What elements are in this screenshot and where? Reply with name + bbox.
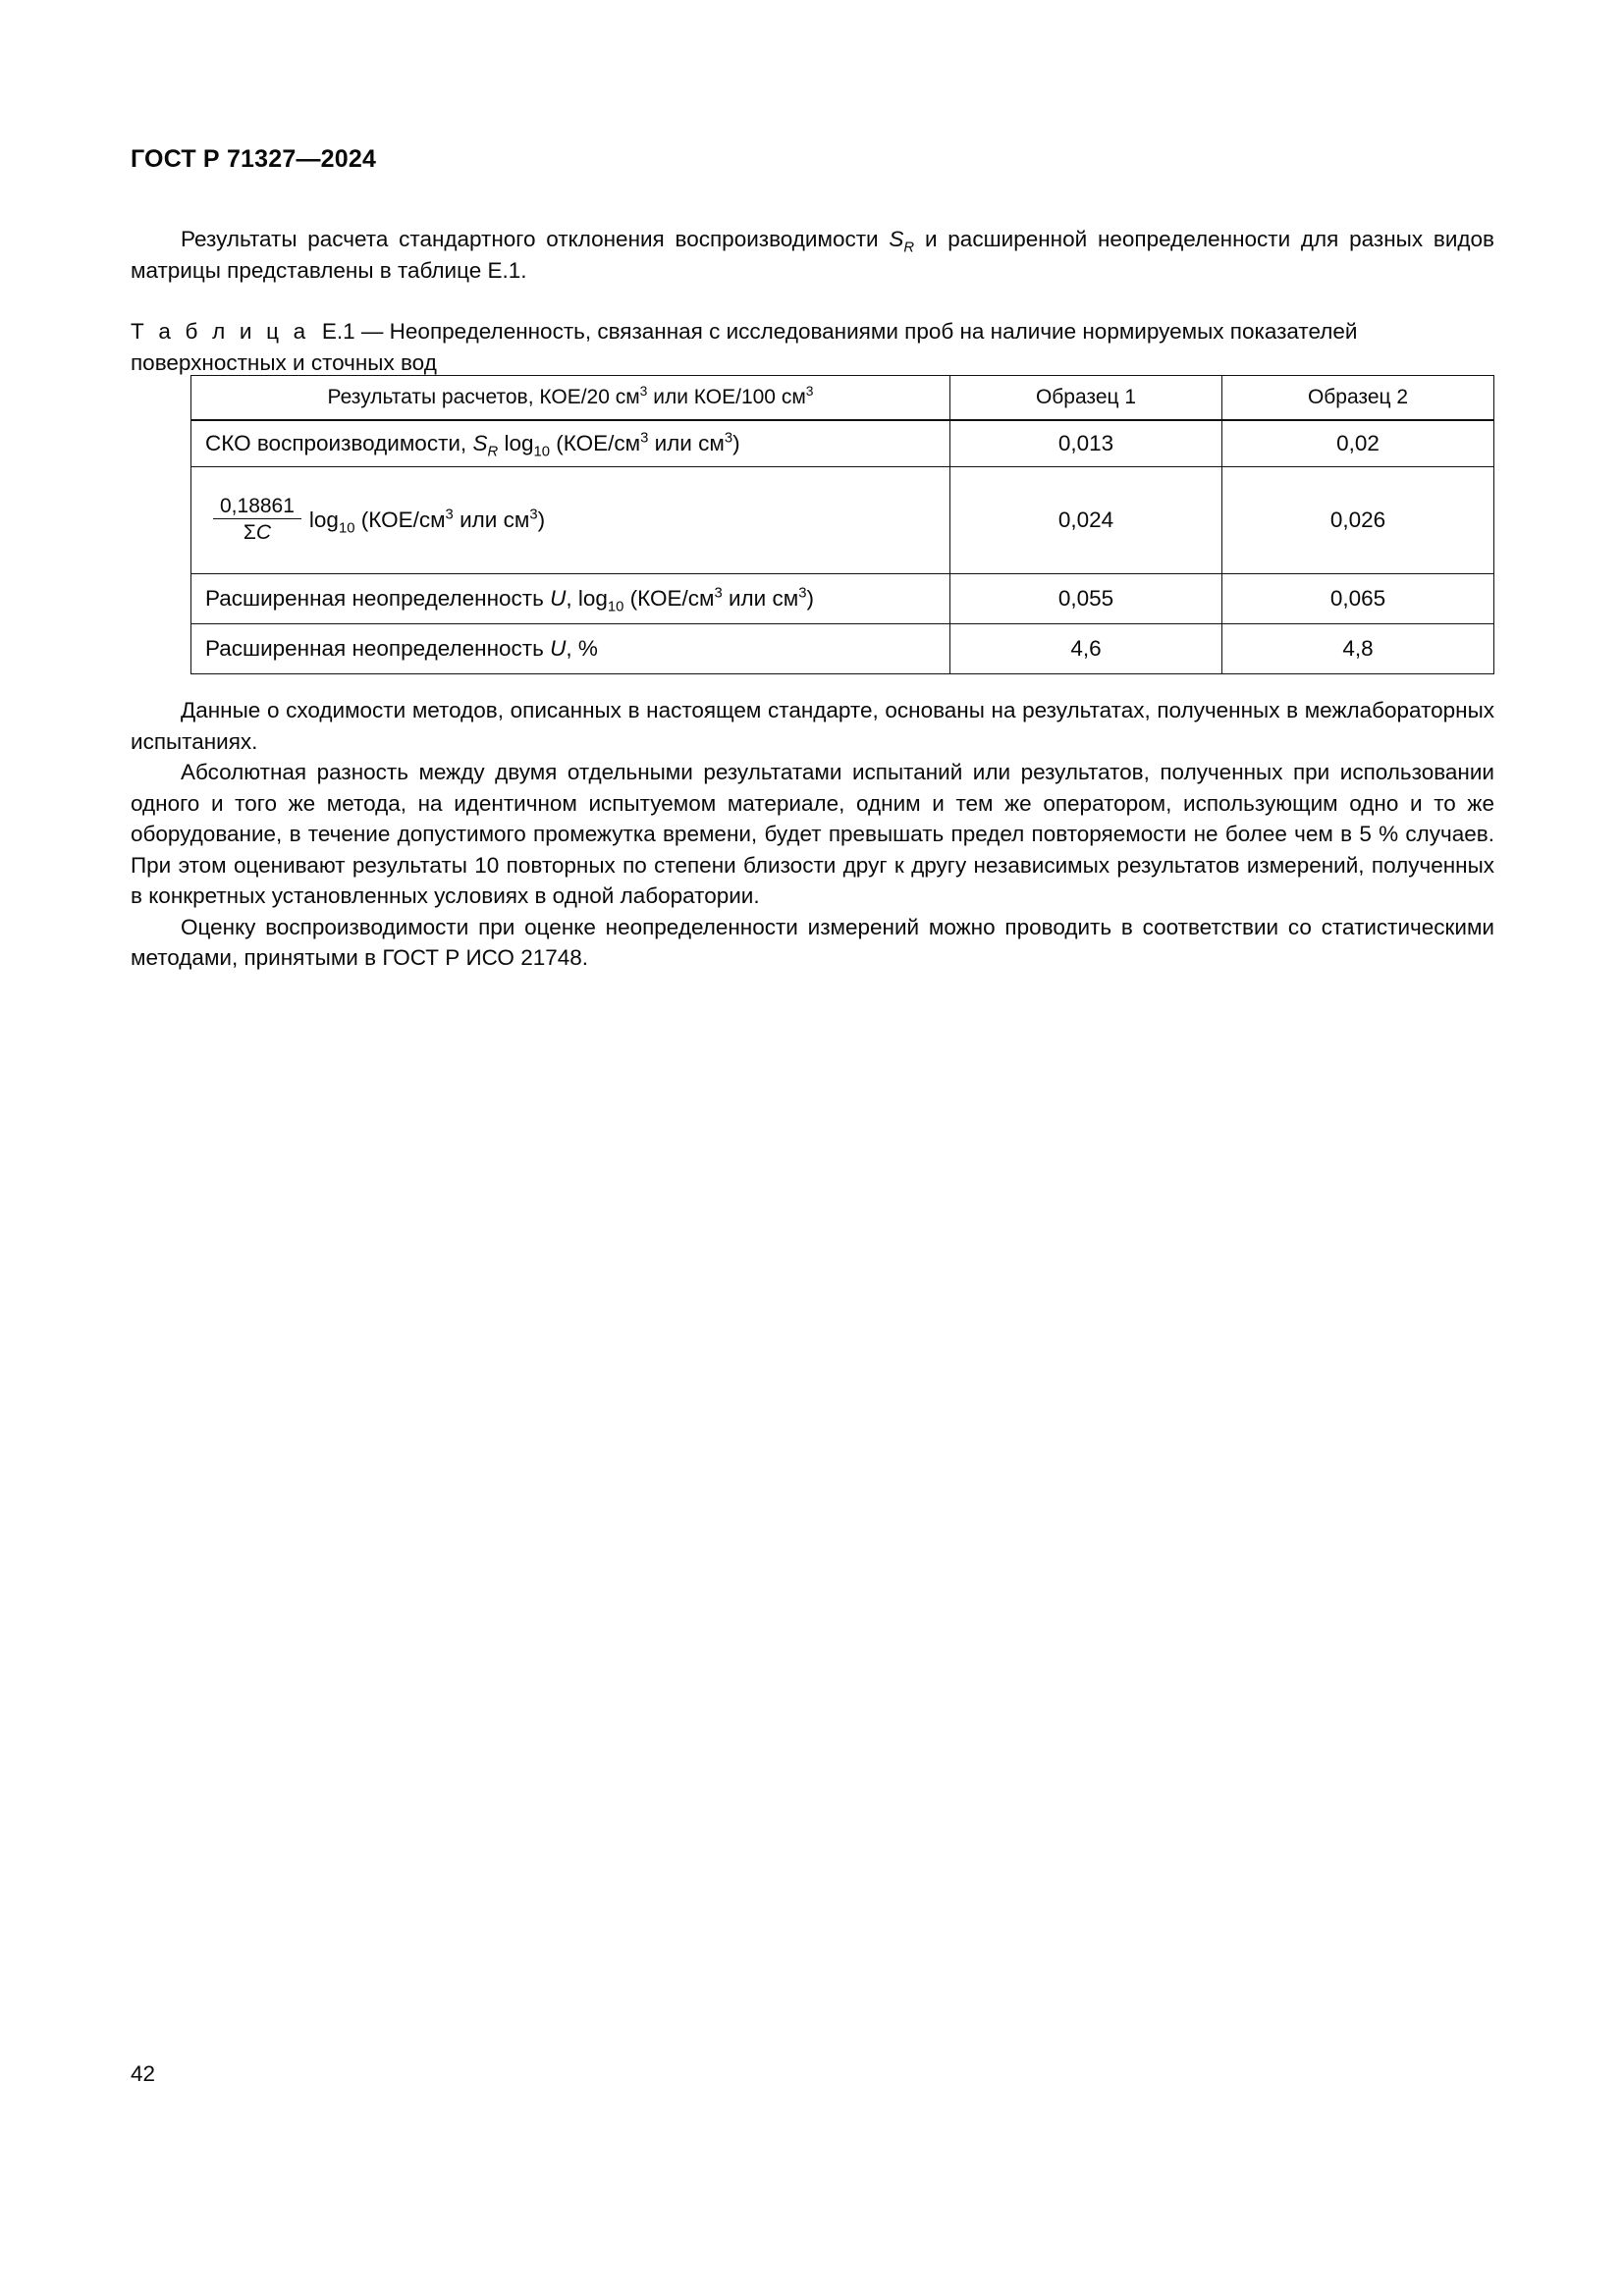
table-row-2-label bbox=[191, 467, 950, 574]
row-2-text-4: или см bbox=[453, 507, 530, 532]
row-4-text-1: Расширенная неопределенность bbox=[205, 636, 551, 661]
table-header-col1-text-2: или КОЕ/100 см bbox=[647, 386, 806, 408]
row-1-text-2: log bbox=[498, 431, 534, 455]
row-1-variable-s bbox=[472, 431, 499, 460]
table-caption-dash: — bbox=[354, 319, 390, 344]
table-row bbox=[191, 574, 1494, 624]
table-header-col1-sup-1: 3 bbox=[639, 383, 648, 399]
table-caption bbox=[131, 316, 1494, 378]
table-row-1-sample1: 0,013 bbox=[950, 420, 1222, 467]
paragraph-intro-text-1: Результаты расчета стандартного отклонения воспроизводимости bbox=[181, 227, 890, 251]
table-row-3-sample2: 0,065 bbox=[1222, 574, 1494, 624]
symbol-s: S bbox=[889, 227, 904, 251]
table-row bbox=[191, 624, 1494, 674]
row-3-text-1: Расширенная неопределенность bbox=[205, 586, 551, 611]
table-row-4-sample1: 4,6 bbox=[950, 624, 1222, 674]
row-2-log-sub: 10 bbox=[338, 520, 355, 537]
row-2-text-3: (КОЕ/см bbox=[354, 507, 446, 532]
row-2-sup-1: 3 bbox=[445, 507, 454, 523]
row-2-formula-rest bbox=[308, 507, 546, 537]
paragraph-reproducibility-assessment: Оценку воспроизводимости при оценке неопределенности измерений можно проводить в соответствии со статистическими методами, принятыми в ГОСТ Р ИСО 21748. bbox=[131, 914, 1494, 970]
fraction-denominator bbox=[213, 518, 301, 543]
table-e1 bbox=[190, 375, 1494, 674]
paragraph-intro-text-2: и расширенной неопределенности для разных видов матрицы представлены в таблице Е.1. bbox=[131, 227, 1494, 283]
symbol-s-r bbox=[889, 227, 915, 256]
sigma-symbol: Σ bbox=[243, 521, 256, 544]
row-2-text-2: log bbox=[308, 507, 339, 532]
fraction-denominator-variable: C bbox=[255, 521, 272, 544]
intro-paragraph-block bbox=[131, 224, 1494, 286]
row-2-text-5: ) bbox=[537, 507, 546, 532]
row-3-sup-1: 3 bbox=[714, 585, 723, 602]
row-1-var-s-base: S bbox=[472, 431, 488, 455]
row-3-variable-u: U bbox=[550, 586, 567, 611]
table-header-col2: Образец 1 bbox=[950, 376, 1222, 421]
fraction bbox=[213, 496, 301, 543]
symbol-s-subscript: R bbox=[903, 240, 915, 256]
row-1-text-1: СКО воспроизводимости, bbox=[205, 431, 473, 455]
table-row bbox=[191, 420, 1494, 467]
table-e1-wrapper bbox=[190, 375, 1493, 674]
table-row-2-sample2: 0,026 bbox=[1222, 467, 1494, 574]
row-1-sup-1: 3 bbox=[640, 430, 649, 447]
row-1-var-s-sub: R bbox=[487, 444, 499, 460]
table-row-2-sample1: 0,024 bbox=[950, 467, 1222, 574]
row-4-text-2: , % bbox=[566, 636, 598, 661]
row-3-text-4: или см bbox=[722, 586, 799, 611]
paragraph-absolute-difference: Абсолютная разность между двумя отдельными результатами испытаний или результатов, полученных при использовании одного и того же метода, на идентичном испытуемом материале, одним и тем же оператором, использующим одно и то же оборудование, в течение допустимого промежутка времени, будет превышать предел повторяемости не более чем в 5 % случаев. При этом оценивают результаты 10 повторных по степени близости друг к другу независимых результатов измерений, полученных в конкретных установленных условиях в одной лаборатории. bbox=[131, 760, 1494, 908]
row-1-log-sub: 10 bbox=[533, 444, 550, 460]
row-2-sup-2: 3 bbox=[529, 507, 538, 523]
table-header-col1 bbox=[191, 376, 950, 421]
table-row-4-label bbox=[191, 624, 950, 674]
table-header-col1-text-1: Результаты расчетов, КОЕ/20 см bbox=[327, 386, 640, 408]
body-paragraph-block bbox=[131, 695, 1494, 974]
row-1-text-4: или см bbox=[648, 431, 725, 455]
table-caption-text: Неопределенность, связанная с исследованиями проб на наличие нормируемых показателей поверхностных и сточных вод bbox=[131, 319, 1358, 375]
row-3-text-3: (КОЕ/см bbox=[623, 586, 715, 611]
paragraph-repeatability-data: Данные о сходимости методов, описанных в настоящем стандарте, основаны на результатах, полученных в межлабораторных испытаниях. bbox=[131, 698, 1494, 754]
row-1-text-3: (КОЕ/см bbox=[550, 431, 641, 455]
table-row-4-sample2: 4,8 bbox=[1222, 624, 1494, 674]
row-3-sup-2: 3 bbox=[798, 585, 807, 602]
fraction-numerator: 0,18861 bbox=[220, 495, 295, 517]
row-1-sup-2: 3 bbox=[724, 430, 733, 447]
table-header-row bbox=[191, 376, 1494, 421]
row-3-log-sub: 10 bbox=[607, 599, 624, 615]
table-row-1-sample2: 0,02 bbox=[1222, 420, 1494, 467]
row-4-variable-u: U bbox=[550, 636, 567, 661]
row-1-text-5: ) bbox=[732, 431, 740, 455]
table-row-1-label bbox=[191, 420, 950, 467]
paragraph-intro bbox=[131, 224, 1494, 286]
table-caption-label: Т а б л и ц а bbox=[131, 319, 310, 344]
table-row-3-label bbox=[191, 574, 950, 624]
page-number: 42 bbox=[131, 2061, 156, 2086]
row-3-text-2: , log bbox=[566, 586, 608, 611]
table-caption-number: Е.1 bbox=[321, 319, 355, 344]
running-header: ГОСТ Р 71327—2024 bbox=[131, 145, 377, 173]
table-header-col3: Образец 2 bbox=[1222, 376, 1494, 421]
table-row bbox=[191, 467, 1494, 574]
table-header-col1-sup-2: 3 bbox=[805, 383, 814, 399]
row-3-text-5: ) bbox=[806, 586, 814, 611]
table-row-3-sample1: 0,055 bbox=[950, 574, 1222, 624]
row-2-formula bbox=[205, 497, 936, 544]
